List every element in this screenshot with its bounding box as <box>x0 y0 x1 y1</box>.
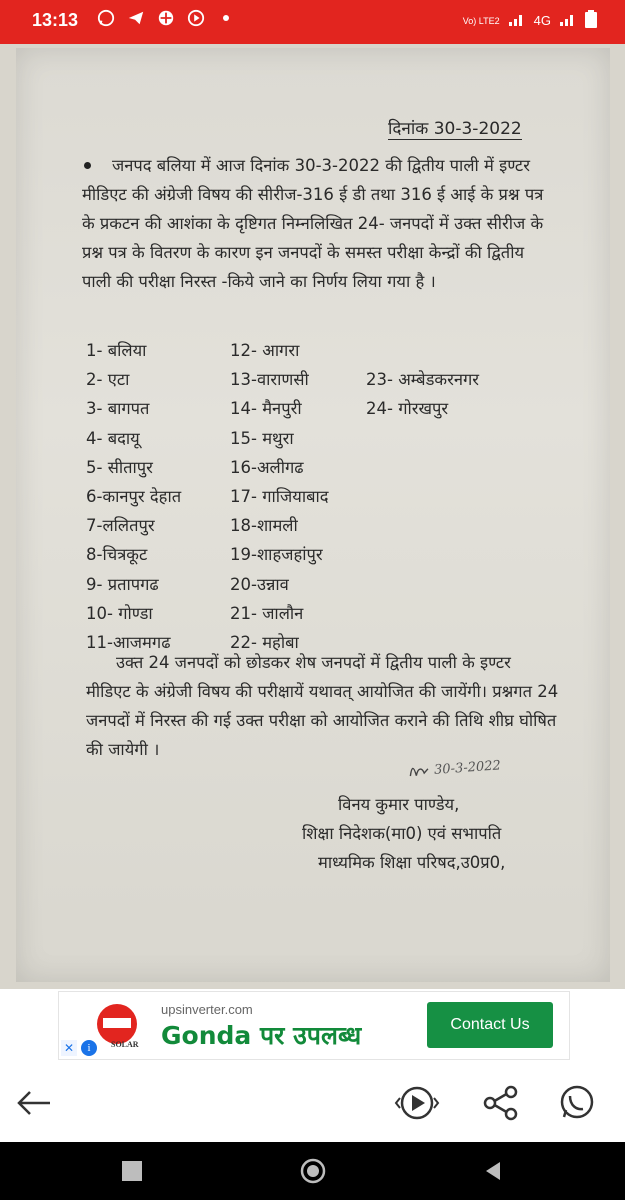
district-item: 10- गोण्डा <box>86 603 153 623</box>
district-item: 7-ललितपुर <box>86 516 155 536</box>
status-time: 13:13 <box>32 10 79 30</box>
back-button[interactable] <box>482 1160 504 1182</box>
paragraph-1: जनपद बलिया में आज दिनांक 30-3-2022 की द्वितीय पाली में इण्टर मीडिएट की अंग्रेजी विषय की सीरीज-316 ई डी तथा 316 ई आई के प्रश्न पत्र के प्रकटन की आशंका के दृष्टिगत निम्नलिखित 24- जनपदों में उक्त सीरीज के प्रश्न पत्र के वितरण के कारण इन जनपदों के समस्त परीक्षा केन्द्रों की द्वितीय पाली की परीक्षा निरस्त -किये जाने का निर्णय लिया गया है । <box>82 156 544 291</box>
notice-document <box>16 48 610 982</box>
signature-note: 30-3-2022 <box>408 758 502 780</box>
image-viewer[interactable] <box>0 44 625 989</box>
district-item: 18-शामली <box>230 516 298 536</box>
district-item: 24- गोरखपुर <box>366 399 449 419</box>
ad-url[interactable]: upsinverter.com <box>161 1002 253 1017</box>
signal-icon <box>508 12 526 29</box>
contact-us-button[interactable]: Contact Us <box>427 1002 553 1048</box>
status-bar <box>0 0 625 44</box>
district-item: 4- बदायू <box>86 428 140 448</box>
district-item: 8-चित्रकूट <box>86 545 148 565</box>
districts-column-2 <box>230 336 329 657</box>
district-item: 11-आजमगढ <box>86 633 171 653</box>
signal-icon-2 <box>559 12 577 29</box>
bottom-toolbar <box>0 1062 625 1142</box>
ad-headline[interactable]: Gonda पर उपलब्ध <box>161 1021 362 1050</box>
notification-icons <box>96 8 236 28</box>
district-item: 17- गाजियाबाद <box>230 487 329 507</box>
district-item: 6-कानपुर देहात <box>86 487 182 507</box>
district-item: 13-वाराणसी <box>230 370 309 390</box>
brand-label: SOLAR <box>111 1040 139 1049</box>
district-item: 20-उन्नाव <box>230 574 289 594</box>
network-label: Vo) LTE2 <box>462 15 500 26</box>
document-date: दिनांक 30-3-2022 <box>388 119 522 139</box>
battery-icon <box>585 10 597 31</box>
ad-banner[interactable] <box>58 991 570 1060</box>
telegram-icon <box>126 8 146 28</box>
district-item: 19-शाहजहांपुर <box>230 545 323 565</box>
district-item: 14- मैनपुरी <box>230 399 302 419</box>
signatory-org: माध्यमिक शिक्षा परिषद,उ0प्र0, <box>318 853 506 872</box>
recents-button[interactable] <box>122 1161 142 1181</box>
district-item: 3- बागपत <box>86 399 150 419</box>
district-item: 16-अलीगढ <box>230 457 304 477</box>
back-arrow-icon[interactable] <box>14 1088 54 1118</box>
brand-logo <box>97 1004 137 1044</box>
districts-column-3 <box>366 365 479 423</box>
document-photo <box>16 48 610 982</box>
district-item: 9- प्रतापगढ <box>86 574 159 594</box>
ad-info-icon[interactable]: i <box>81 1040 97 1056</box>
district-item: 23- अम्बेडकरनगर <box>366 370 480 389</box>
ad-close-icon[interactable]: ✕ <box>61 1040 77 1056</box>
district-item: 1- बलिया <box>86 341 147 360</box>
play-pause-icon[interactable] <box>394 1084 440 1122</box>
status-right <box>463 10 597 31</box>
district-item: 5- सीतापुर <box>86 457 153 477</box>
districts-column-1 <box>86 336 181 657</box>
dot-icon <box>216 8 236 28</box>
district-item: 22- महोबा <box>230 633 299 653</box>
whatsapp-icon <box>96 8 116 28</box>
whatsapp-icon[interactable] <box>553 1084 599 1122</box>
play-icon <box>186 8 206 28</box>
paragraph-2: उक्त 24 जनपदों को छोडकर शेष जनपदों में द्वितीय पाली के इण्टर मीडिएट के अंग्रेजी विषय की परीक्षायें यथावत् आयोजित की जायेंगी। प्रश्नगत 24 जनपदों में निरस्त की गई उक्त परीक्षा को आयोजित कराने की तिथि शीघ्र घोषित की जायेगी । <box>86 653 559 759</box>
home-button[interactable] <box>300 1158 326 1184</box>
net-type: 4G <box>533 13 551 28</box>
district-item: 15- मथुरा <box>230 428 294 448</box>
share-icon[interactable] <box>478 1084 524 1122</box>
signatory-title: शिक्षा निदेशक(मा0) एवं सभापति <box>302 824 502 843</box>
signatory-name: विनय कुमार पाण्डेय, <box>338 795 460 814</box>
district-item: 2- एटा <box>86 370 130 390</box>
app-icon <box>156 8 176 28</box>
district-item: 21- जालौन <box>230 603 304 623</box>
district-item: 12- आगरा <box>230 341 300 360</box>
